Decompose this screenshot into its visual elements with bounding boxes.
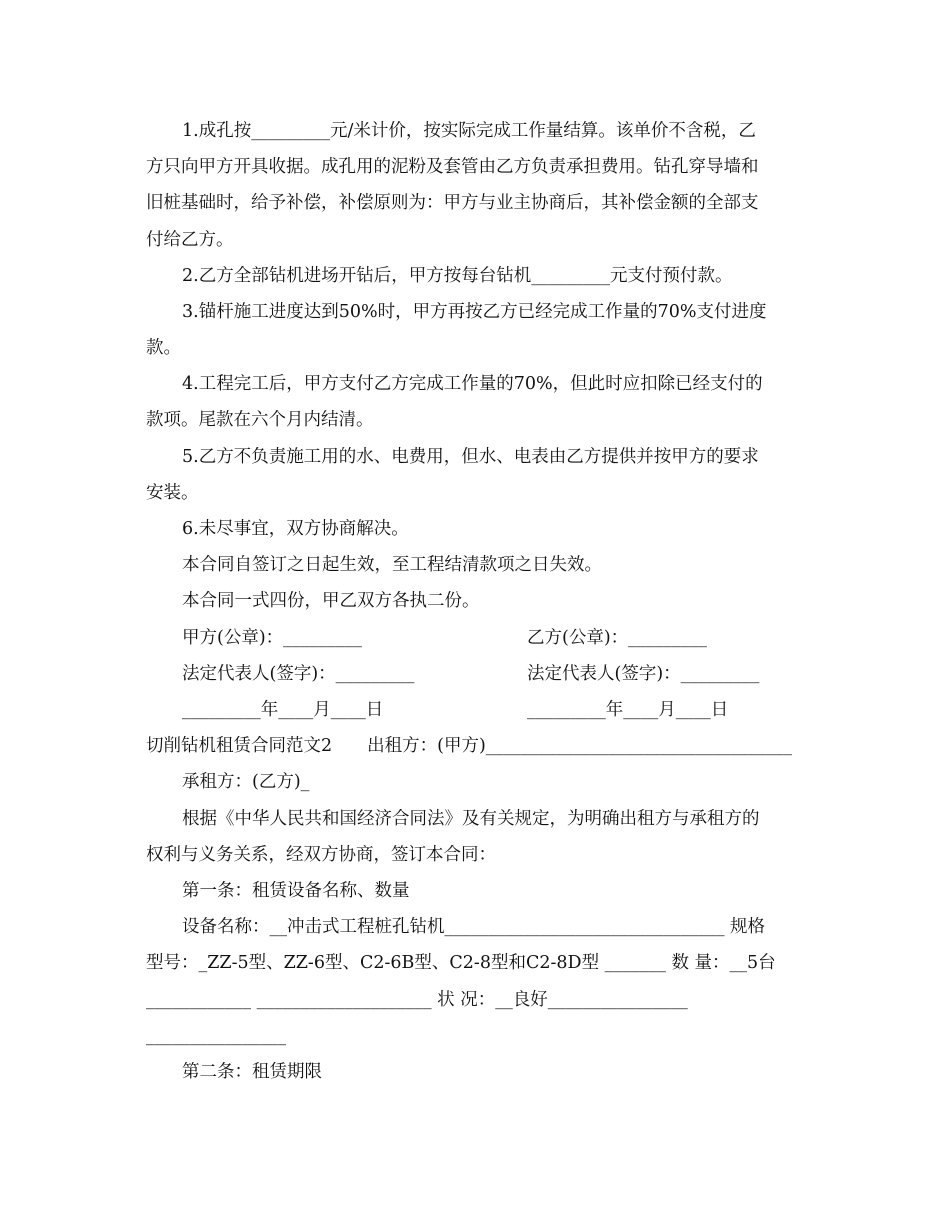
paragraph-line: 设备名称：__冲击式工程桩孔钻机________________________________ 规格	[182, 917, 766, 937]
paragraph-line: 1.成孔按_________元/米计价，按实际完成工作量结算。该单价不含税，乙	[182, 121, 756, 141]
paragraph-line: 本合同一式四份，甲乙双方各执二份。	[182, 591, 480, 611]
party-b-date: _________年____月____日	[527, 700, 729, 720]
party-b-seal: 乙方(公章)：_________	[527, 628, 707, 648]
contract-title-line: 切削钻机租赁合同范文2 出租方：(甲方)___________________________________	[146, 736, 793, 756]
paragraph-line: ________________	[146, 1026, 286, 1046]
paragraph-line: 2.乙方全部钻机进场开钻后，甲方按每台钻机_________元支付预付款。	[182, 266, 733, 286]
section-heading: 第二条：租赁期限	[182, 1062, 322, 1082]
paragraph-line: 3.锚杆施工进度达到50%时，甲方再按乙方已经完成工作量的70%支付进度	[182, 302, 767, 322]
paragraph-line: 权利与义务关系，经双方协商，签订本合同：	[146, 845, 496, 865]
paragraph-line: 安装。	[146, 483, 199, 503]
party-a-representative: 法定代表人(签字)：_________	[182, 664, 415, 684]
paragraph-line: 承租方：(乙方)_	[182, 772, 310, 792]
paragraph-line: 6.未尽事宜，双方协商解决。	[182, 519, 409, 539]
paragraph-line: 款。	[146, 338, 181, 358]
party-a-date: _________年____月____日	[182, 700, 384, 720]
paragraph-line: 款项。尾款在六个月内结清。	[146, 410, 374, 430]
party-b-representative: 法定代表人(签字)：_________	[527, 664, 760, 684]
paragraph-line: 旧桩基础时，给予补偿，补偿原则为：甲方与业主协商后，其补偿金额的全部支	[146, 193, 759, 213]
paragraph-line: 5.乙方不负责施工用的水、电费用，但水、电表由乙方提供并按甲方的要求	[182, 447, 759, 467]
paragraph-line: ____________ ____________________ 状 况：__良好________________	[146, 990, 688, 1010]
section-heading: 第一条：租赁设备名称、数量	[182, 881, 410, 901]
paragraph-line: 4.工程完工后，甲方支付乙方完成工作量的70%，但此时应扣除已经支付的	[182, 374, 763, 394]
paragraph-line: 方只向甲方开具收据。成孔用的泥粉及套管由乙方负责承担费用。钻孔穿导墙和	[146, 157, 759, 177]
paragraph-line: 根据《中华人民共和国经济合同法》及有关规定，为明确出租方与承租方的	[182, 809, 760, 829]
paragraph-line: 型号：_ZZ-5型、ZZ-6型、C2-6B型、C2-8型和C2-8D型 _______ 数 量：__5台	[146, 953, 776, 973]
paragraph-line: 付给乙方。	[146, 230, 234, 250]
paragraph-line: 本合同自签订之日起生效，至工程结清款项之日失效。	[182, 555, 602, 575]
party-a-seal: 甲方(公章)：_________	[182, 628, 362, 648]
